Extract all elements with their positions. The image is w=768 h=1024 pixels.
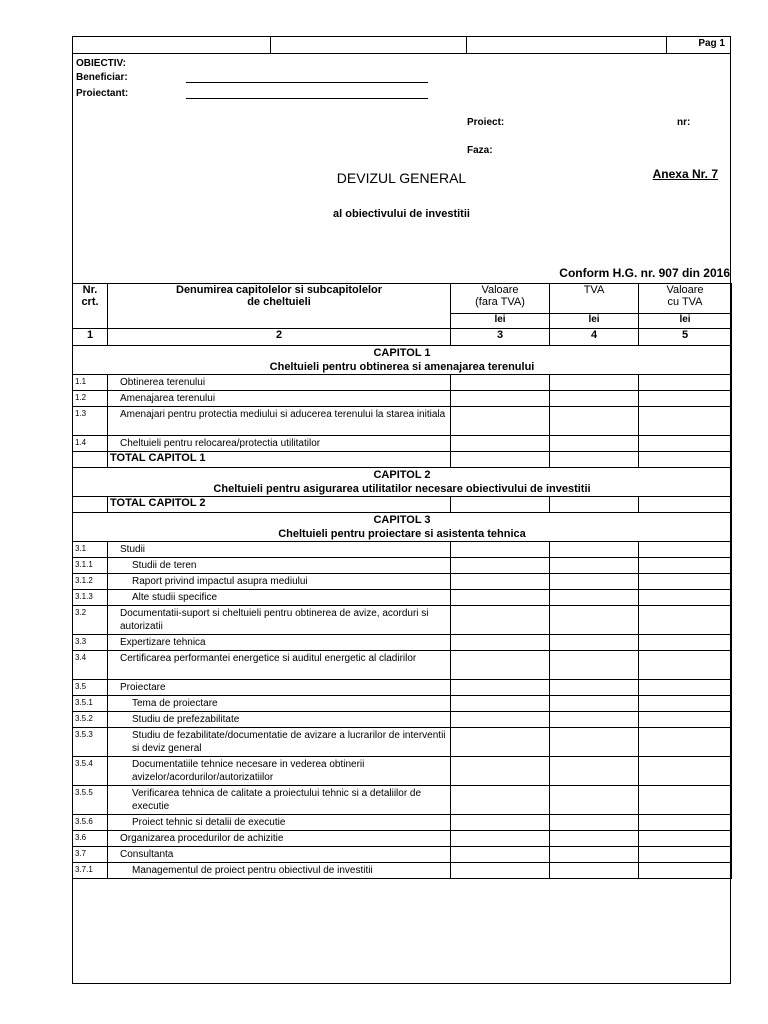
table-row <box>73 712 732 728</box>
total-value-cell[interactable] <box>451 497 550 513</box>
value-cell[interactable] <box>451 696 550 712</box>
table-row <box>73 651 732 680</box>
proiectant-line <box>186 98 428 99</box>
unit-cell: lei <box>451 314 550 329</box>
value-cell[interactable] <box>550 407 639 436</box>
value-cell[interactable] <box>639 542 732 558</box>
value-cell[interactable] <box>639 712 732 728</box>
value-cell[interactable] <box>451 651 550 680</box>
row-number: 3.5.4 <box>73 757 108 786</box>
value-cell[interactable] <box>639 436 732 452</box>
row-name: Consultanta <box>108 847 451 863</box>
value-cell[interactable] <box>639 635 732 651</box>
row-number: 1.1 <box>73 375 108 391</box>
proiectant-label: Proiectant: <box>76 88 129 99</box>
row-name: Studii <box>108 542 451 558</box>
faza-label: Faza: <box>467 145 493 156</box>
value-cell[interactable] <box>451 786 550 815</box>
chapter-title: CAPITOL 1 <box>373 347 431 359</box>
value-cell[interactable] <box>550 606 639 635</box>
value-cell[interactable] <box>550 542 639 558</box>
value-cell[interactable] <box>451 635 550 651</box>
value-cell[interactable] <box>550 680 639 696</box>
value-cell[interactable] <box>451 712 550 728</box>
row-name: Managementul de proiect pentru obiectivul de investitii <box>108 863 451 879</box>
column-number: 5 <box>639 329 732 346</box>
value-cell[interactable] <box>550 696 639 712</box>
header-cell <box>466 36 667 53</box>
value-cell[interactable] <box>639 651 732 680</box>
row-number: 3.3 <box>73 635 108 651</box>
chapter-header <box>73 468 732 497</box>
row-number: 1.2 <box>73 391 108 407</box>
table-row <box>73 831 732 847</box>
table-row <box>73 635 732 651</box>
value-cell[interactable] <box>639 590 732 606</box>
row-number: 3.5.6 <box>73 815 108 831</box>
row-number: 3.5.1 <box>73 696 108 712</box>
empty-cell <box>73 497 108 513</box>
obiectiv-label: OBIECTIV: <box>76 58 127 69</box>
value-cell[interactable] <box>639 606 732 635</box>
row-name: Documentatii-suport si cheltuieli pentru obtinerea de avize, acorduri si autorizatii <box>108 606 451 635</box>
row-number: 3.5.3 <box>73 728 108 757</box>
row-number: 3.6 <box>73 831 108 847</box>
value-cell[interactable] <box>639 831 732 847</box>
value-cell[interactable] <box>451 728 550 757</box>
value-cell[interactable] <box>451 407 550 436</box>
value-cell[interactable] <box>639 815 732 831</box>
deviz-table <box>72 283 732 879</box>
proiect-label: Proiect: <box>467 117 505 128</box>
header-nr: Nr. crt. <box>73 284 108 329</box>
row-number: 3.1.2 <box>73 574 108 590</box>
chapter-header <box>73 346 732 375</box>
chapter-subtitle: Cheltuieli pentru asigurarea utilitatilor necesare obiectivului de investitii <box>213 483 591 495</box>
row-name: Studiu de fezabilitate/documentatie de avizare a lucrarilor de interventii si deviz general <box>108 728 451 757</box>
chapter-title-cell <box>73 513 732 542</box>
row-name: Certificarea performantei energetice si auditul energetic al cladirilor <box>108 651 451 680</box>
value-cell[interactable] <box>639 847 732 863</box>
value-cell[interactable] <box>550 558 639 574</box>
row-number: 3.1 <box>73 542 108 558</box>
column-number: 1 <box>73 329 108 346</box>
value-cell[interactable] <box>550 786 639 815</box>
row-name: Studiu de prefezabilitate <box>108 712 451 728</box>
row-name: Organizarea procedurilor de achizitie <box>108 831 451 847</box>
row-number: 1.4 <box>73 436 108 452</box>
table-row <box>73 407 732 436</box>
value-cell[interactable] <box>451 757 550 786</box>
value-cell[interactable] <box>451 590 550 606</box>
document-subtitle: al obiectivului de investitii <box>333 208 470 220</box>
value-cell[interactable] <box>550 590 639 606</box>
row-number: 3.5.2 <box>73 712 108 728</box>
row-name: Alte studii specifice <box>108 590 451 606</box>
table-row <box>73 815 732 831</box>
row-name: Expertizare tehnica <box>108 635 451 651</box>
row-name: Proiectare <box>108 680 451 696</box>
value-cell[interactable] <box>550 831 639 847</box>
table-row <box>73 606 732 635</box>
value-cell[interactable] <box>550 815 639 831</box>
column-number: 3 <box>451 329 550 346</box>
column-number: 2 <box>108 329 451 346</box>
table-row <box>73 696 732 712</box>
anexa-label: Anexa Nr. 7 <box>652 167 718 181</box>
value-cell[interactable] <box>639 574 732 590</box>
total-value-cell[interactable] <box>639 497 732 513</box>
value-cell[interactable] <box>550 436 639 452</box>
value-cell[interactable] <box>639 757 732 786</box>
chapter-subtitle: Cheltuieli pentru obtinerea si amenajarea terenului <box>269 361 535 373</box>
value-cell[interactable] <box>451 436 550 452</box>
value-cell[interactable] <box>451 375 550 391</box>
value-cell[interactable] <box>451 815 550 831</box>
header-valoare-cu-tva: Valoare cu TVA <box>639 284 732 314</box>
value-cell[interactable] <box>639 696 732 712</box>
header-cell <box>270 36 467 53</box>
table-row <box>73 574 732 590</box>
total-value-cell[interactable] <box>550 452 639 468</box>
value-cell[interactable] <box>550 757 639 786</box>
row-number: 3.2 <box>73 606 108 635</box>
total-label: TOTAL CAPITOL 2 <box>108 497 451 513</box>
table-row <box>73 436 732 452</box>
chapter-header <box>73 513 732 542</box>
row-number: 3.5 <box>73 680 108 696</box>
row-number: 1.3 <box>73 407 108 436</box>
total-value-cell[interactable] <box>451 452 550 468</box>
value-cell[interactable] <box>550 651 639 680</box>
chapter-subtitle: Cheltuieli pentru proiectare si asistenta tehnica <box>278 528 526 540</box>
table-row <box>73 558 732 574</box>
unit-cell: lei <box>639 314 732 329</box>
unit-cell: lei <box>550 314 639 329</box>
value-cell[interactable] <box>639 407 732 436</box>
beneficiar-line <box>186 82 428 83</box>
value-cell[interactable] <box>451 574 550 590</box>
header-valoare-fara-tva: Valoare (fara TVA) <box>451 284 550 314</box>
value-cell[interactable] <box>639 786 732 815</box>
document-title: DEVIZUL GENERAL <box>336 170 467 186</box>
row-name: Raport privind impactul asupra mediului <box>108 574 451 590</box>
value-cell[interactable] <box>550 574 639 590</box>
value-cell[interactable] <box>550 635 639 651</box>
chapter-title: CAPITOL 3 <box>373 514 431 526</box>
empty-cell <box>73 452 108 468</box>
row-name: Obtinerea terenului <box>108 375 451 391</box>
row-number: 3.1.1 <box>73 558 108 574</box>
row-name: Verificarea tehnica de calitate a proiectului tehnic si a detaliilor de executie <box>108 786 451 815</box>
value-cell[interactable] <box>550 863 639 879</box>
table-row <box>73 680 732 696</box>
value-cell[interactable] <box>451 558 550 574</box>
table-row <box>73 391 732 407</box>
value-cell[interactable] <box>451 391 550 407</box>
row-name: Cheltuieli pentru relocarea/protectia utilitatilor <box>108 436 451 452</box>
conform-note: Conform H.G. nr. 907 din 2016 <box>559 266 730 280</box>
total-value-cell[interactable] <box>550 497 639 513</box>
header-cell <box>72 36 271 53</box>
total-value-cell[interactable] <box>639 452 732 468</box>
table-row <box>73 847 732 863</box>
value-cell[interactable] <box>550 728 639 757</box>
row-number: 3.5.5 <box>73 786 108 815</box>
header-tva: TVA <box>550 284 639 314</box>
value-cell[interactable] <box>550 391 639 407</box>
table-row <box>73 786 732 815</box>
value-cell[interactable] <box>639 680 732 696</box>
table-row <box>73 757 732 786</box>
chapter-title: CAPITOL 2 <box>373 469 431 481</box>
value-cell[interactable] <box>639 863 732 879</box>
row-name: Documentatiile tehnice necesare in vederea obtinerii avizelor/acordurilor/autorizatiilor <box>108 757 451 786</box>
row-name: Amenajarea terenului <box>108 391 451 407</box>
table-row <box>73 375 732 391</box>
table-row <box>73 542 732 558</box>
beneficiar-label: Beneficiar: <box>76 72 128 83</box>
row-name: Tema de proiectare <box>108 696 451 712</box>
value-cell[interactable] <box>451 847 550 863</box>
row-name: Studii de teren <box>108 558 451 574</box>
column-number: 4 <box>550 329 639 346</box>
total-row <box>73 497 732 513</box>
row-name: Amenajari pentru protectia mediului si aducerea terenului la starea initiala <box>108 407 451 436</box>
row-number: 3.7 <box>73 847 108 863</box>
header-denumire: Denumirea capitolelor si subcapitolelor de cheltuieli <box>108 284 451 329</box>
total-row <box>73 452 732 468</box>
value-cell[interactable] <box>639 375 732 391</box>
value-cell[interactable] <box>550 375 639 391</box>
value-cell[interactable] <box>451 542 550 558</box>
value-cell[interactable] <box>639 728 732 757</box>
row-number: 3.7.1 <box>73 863 108 879</box>
value-cell[interactable] <box>451 863 550 879</box>
value-cell[interactable] <box>639 391 732 407</box>
value-cell[interactable] <box>451 831 550 847</box>
nr-label: nr: <box>677 117 691 128</box>
page-header <box>72 36 731 54</box>
chapter-title-cell <box>73 468 732 497</box>
value-cell[interactable] <box>451 606 550 635</box>
row-number: 3.1.3 <box>73 590 108 606</box>
value-cell[interactable] <box>639 558 732 574</box>
row-name: Proiect tehnic si detalii de executie <box>108 815 451 831</box>
page-number: Pag 1 <box>698 38 725 49</box>
chapter-title-cell <box>73 346 732 375</box>
table-row <box>73 863 732 879</box>
row-number: 3.4 <box>73 651 108 680</box>
table-row <box>73 728 732 757</box>
table-row <box>73 590 732 606</box>
total-label: TOTAL CAPITOL 1 <box>108 452 451 468</box>
value-cell[interactable] <box>451 680 550 696</box>
value-cell[interactable] <box>550 712 639 728</box>
value-cell[interactable] <box>550 847 639 863</box>
